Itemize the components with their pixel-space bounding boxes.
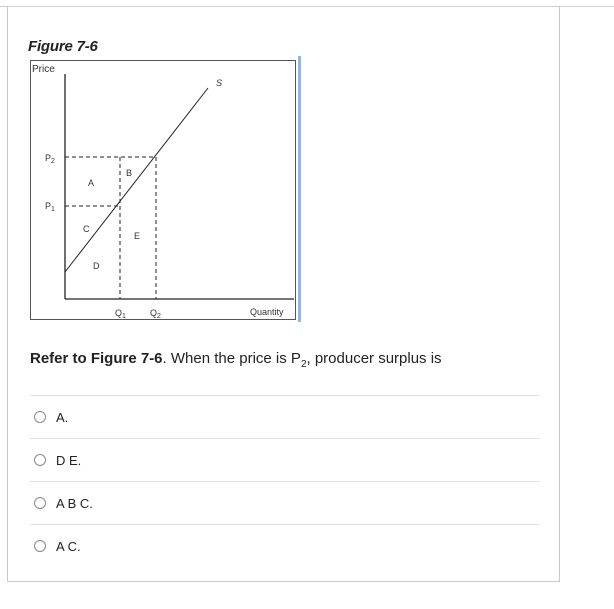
option-label: A C. bbox=[56, 538, 81, 554]
option-label: A B C. bbox=[56, 495, 93, 511]
option-label: D E. bbox=[56, 452, 82, 468]
supply-figure bbox=[30, 60, 298, 321]
region-a-label: A bbox=[88, 178, 95, 188]
question-suffix: , producer surplus is bbox=[306, 350, 442, 367]
question-subscript: 2 bbox=[300, 359, 307, 370]
radio-button[interactable] bbox=[34, 540, 46, 552]
radio-button[interactable] bbox=[34, 454, 46, 466]
region-e-label: E bbox=[134, 231, 141, 241]
x-axis-label: Quantity bbox=[250, 307, 284, 317]
question-text bbox=[30, 350, 442, 370]
option-a[interactable] bbox=[30, 395, 540, 438]
question-middle: . When the price is P bbox=[162, 350, 301, 367]
figure-scrollbar[interactable] bbox=[298, 56, 301, 322]
option-d[interactable] bbox=[30, 524, 540, 567]
option-c[interactable] bbox=[30, 481, 540, 524]
region-b-label: B bbox=[126, 168, 133, 178]
question-figure-ref: Figure 7-6 bbox=[90, 350, 163, 367]
region-d-label: D bbox=[93, 261, 100, 271]
radio-button[interactable] bbox=[34, 497, 46, 509]
option-label: A. bbox=[56, 409, 69, 425]
figure-title: Figure 7-6 bbox=[28, 38, 98, 55]
supply-curve-label: S bbox=[216, 78, 223, 88]
price-label-p2: $P_2$ bbox=[45, 153, 55, 165]
top-divider bbox=[0, 6, 614, 7]
supply-chart bbox=[30, 60, 298, 321]
region-c-label: C bbox=[83, 224, 90, 234]
figure-frame bbox=[31, 61, 296, 320]
radio-button[interactable] bbox=[34, 411, 46, 423]
answer-options bbox=[30, 395, 540, 567]
y-axis-label: Price bbox=[32, 64, 55, 75]
question-prefix: Refer to bbox=[30, 350, 91, 367]
quantity-label-q1: $Q_1$ bbox=[115, 308, 126, 320]
price-label-p1: $P_1$ bbox=[45, 201, 55, 213]
quantity-label-q2: $Q_2$ bbox=[150, 308, 161, 320]
option-b[interactable] bbox=[30, 438, 540, 481]
